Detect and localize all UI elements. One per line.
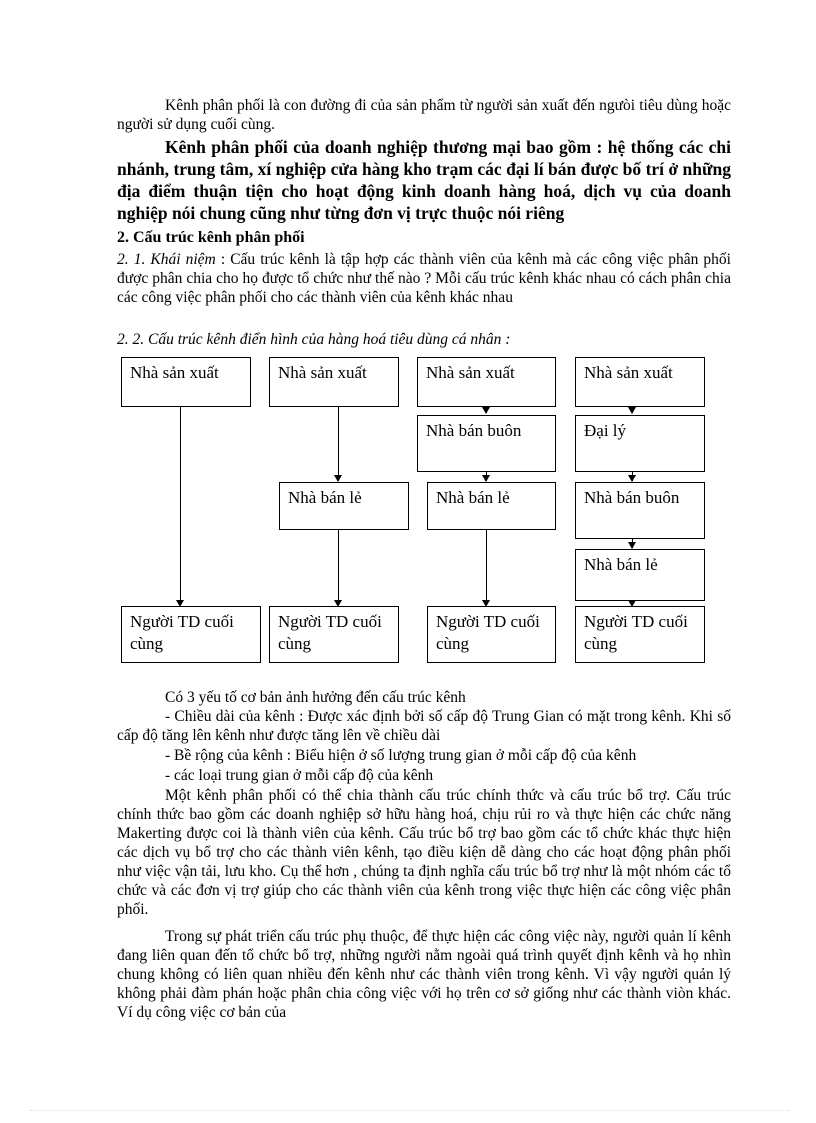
paragraph-dependent-structure: Trong sự phát triển cấu trúc phụ thuộc, để thực hiện các công việc này, người quản lí kênh đang liên quan đến tổ chức bổ trợ, những người nằm ngoài quá trình quyết định kênh và họ nhìn chung không có liên quan nhiều đến kênh như các thành viên trong kênh. Vì vậy người quản lý không phải đàm phán hoặc phân chia công việc với họ trên cơ sở giống như các thành viòn khác. Ví dụ công việc cơ bản của [117, 928, 731, 1021]
paragraph-factor-types: - các loại trung gian ở mỗi cấp độ của kênh [165, 767, 434, 784]
paragraph-factor-length: - Chiều dài của kênh : Được xác định bởi số cấp độ Trung Gian có mặt trong kênh. Khi số cấp độ tăng lên kênh như được tăng lên về chiều dài [117, 708, 731, 744]
col4-agent-box: Đại lý [575, 415, 705, 472]
paragraph-formal-support-structure: Một kênh phân phối có thể chia thành cấu trúc chính thức và cấu trúc bổ trợ. Cấu trúc chính thức bao gồm các doanh nghiệp sở hữu hàng hoá, chịu rủi ro và thực hiện các chức năng Makerting được coi là thành viên của kênh. Cấu trúc bổ trợ bao gồm các tổ chức khác thực hiện các dịch vụ bổ trợ cho các thành viên kênh, tạo điều kiện dễ dàng cho các hoạt động phân phối như việc vận tải, lưu kho. Cụ thể hơn , chúng ta định nghĩa cấu trúc bổ trợ như là một nhóm các tổ chức và các đơn vị trợ giúp cho các thành viên của kênh trong việc thực hiện các công việc phân phối. [117, 787, 731, 918]
col4-consumer-box: Người TD cuối cùng [575, 606, 705, 663]
col4-arrow-2-icon [628, 475, 636, 482]
paragraph-channel-components: Kênh phân phối của doanh nghiệp thương mại bao gồm : hệ thống các chi nhánh, trung tâm, xí nghiệp cửa hàng kho trạm các đại lí bán được bố trí ở những địa điểm thuận tiện cho hoạt động kinh doanh hàng hoá, dịch vụ của doanh nghiệp nói chung cũng như từng đơn vị trực thuộc nói riêng [117, 137, 731, 223]
col2-retailer-box: Nhà bán lẻ [279, 482, 409, 530]
col3-arrow-2-icon [482, 475, 490, 482]
col4-wholesaler-box: Nhà bán buôn [575, 482, 705, 539]
col3-consumer-box: Người TD cuối cùng [427, 606, 556, 663]
col4-producer-box: Nhà sản xuất [575, 357, 705, 407]
col2-consumer-box: Người TD cuối cùng [269, 606, 399, 663]
concept-label: 2. 1. Khái niệm [117, 251, 216, 268]
concept-text: : Cấu trúc kênh là tập hợp các thành viên của kênh mà các công việc phân phối được phân chia cho họ được tổ chức như thế nào ? Mỗi cấu trúc kênh khác nhau có cách phân chia các công việc phân phối cho các thành viên của kênh khác nhau [117, 251, 731, 306]
col3-arrow-1-icon [482, 407, 490, 414]
col2-producer-box: Nhà sản xuất [269, 357, 399, 407]
paragraph-channel-definition: Kênh phân phối là con đường đi của sản phẩm từ người sản xuất đến ngưòi tiêu dùng hoặc người sử dụng cuối cùng. [117, 97, 731, 133]
col2-connector-1 [338, 407, 339, 477]
col4-arrow-3-icon [628, 542, 636, 549]
paragraph-concept [117, 250, 731, 307]
col4-arrow-1-icon [628, 407, 636, 414]
paragraph-factor-width: - Bề rộng của kênh : Biểu hiện ở số lượng trung gian ở mỗi cấp độ của kênh [165, 747, 637, 764]
col3-connector-3 [486, 530, 487, 603]
col1-connector [180, 407, 181, 603]
col2-arrow-1-icon [334, 475, 342, 482]
paragraph-factors-intro: Có 3 yếu tố cơ bản ảnh hưởng đến cấu trúc kênh [165, 689, 466, 706]
col4-retailer-box: Nhà bán lẻ [575, 549, 705, 601]
col1-consumer-box: Người TD cuối cùng [121, 606, 261, 663]
col3-retailer-box: Nhà bán lẻ [427, 482, 556, 530]
page-bottom-divider [30, 1110, 790, 1111]
diagram-caption: 2. 2. Cấu trúc kênh điển hình của hàng hoá tiêu dùng cá nhân : [117, 331, 511, 348]
col2-connector-2 [338, 530, 339, 603]
section-heading: 2. Cấu trúc kênh phân phối [117, 229, 305, 246]
col3-wholesaler-box: Nhà bán buôn [417, 415, 556, 472]
col3-producer-box: Nhà sản xuất [417, 357, 556, 407]
col1-producer-box: Nhà sản xuất [121, 357, 251, 407]
